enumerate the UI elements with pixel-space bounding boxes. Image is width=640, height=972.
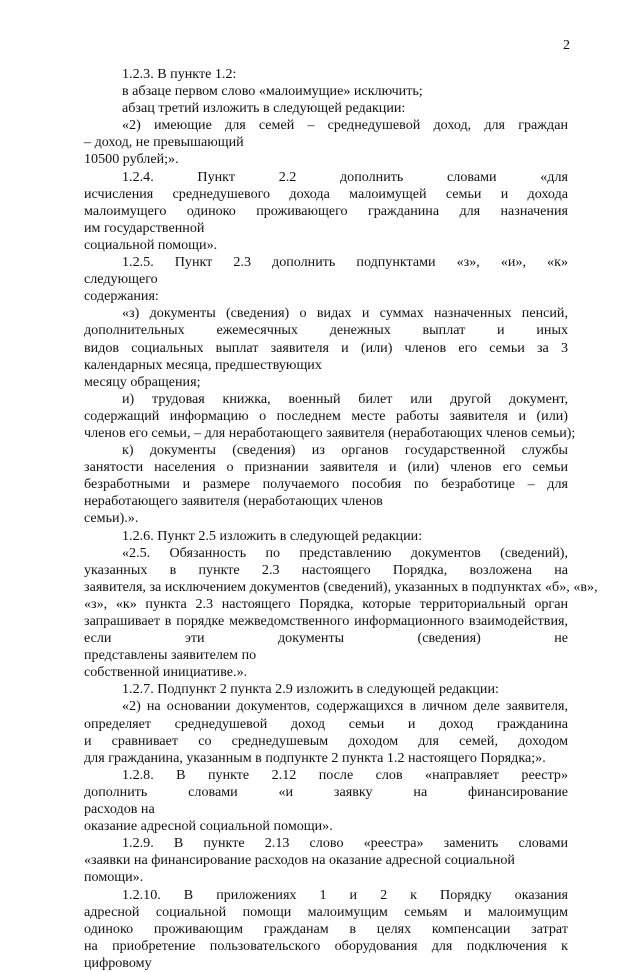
paragraph: 1.2.5. Пункт 2.3 дополнить подпунктами «з», «и», «к» следующего содержания: <box>84 254 568 305</box>
document-body <box>84 66 598 972</box>
paragraph: «2) на основании документов, содержащихся в личном деле заявителя, определяет среднедушевой доход семьи и доход гражданина и сравнивает со среднедушевым доходом для семей, доходом для гражданина, указанным в подпункте 2 пункта 1.2 настоящего Порядка;». <box>84 698 568 766</box>
paragraph: 1.2.6. Пункт 2.5 изложить в следующей редакции: <box>122 527 423 544</box>
paragraph: 1.2.7. Подпункт 2 пункта 2.9 изложить в следующей редакции: <box>122 681 499 698</box>
paragraph: 1.2.10. В приложениях 1 и 2 к Порядку оказания адресной социальной помощи малоимущим семьям и малоимущим одиноко проживающим гражданам в целях компенсации затрат на приобретение пользовательского оборудования для подключения к цифровому <box>84 886 568 971</box>
paragraph: 1.2.8. В пункте 2.12 после слов «направляет реестр» дополнить словами «и заявку на финансирование расходов на оказание адресной социальной помощи». <box>84 766 568 835</box>
paragraph: 1.2.3. В пункте 1.2: <box>122 66 237 82</box>
paragraph: абзац третий изложить в следующей редакции: <box>122 100 406 117</box>
paragraph: в абзаце первом слово «малоимущие» исключить; <box>122 83 423 100</box>
paragraph: 1.2.4. Пункт 2.2 дополнить словами «для исчисления среднедушевого дохода малоимущей семьи и дохода малоимущего одиноко проживающего гражданина для назначения им государственной социальной помощи». <box>84 168 568 253</box>
paragraph: «з) документы (сведения) о видах и суммах назначенных пенсий, дополнительных ежемесячных денежных выплат и иных видов социальных выплат заявителя и (или) членов его семьи за 3 календарных месяца, предшествующих месяцу обращения; <box>84 305 568 390</box>
paragraph: «2.5. Обязанность по представлению документов (сведений), указанных в пункте 2.3 настоящего Порядка, возложена на заявителя, за исключением документов (сведений), указанных в подпунктах «б», «в», «з», «к» пункта 2.3 настоящего Порядка, которые территориальный орган запрашивает в порядке межведомственного информационного взаимодействия, если эти документы (сведения) не представлены заявителем по собственной инициативе.». <box>84 544 598 681</box>
paragraph: 1.2.9. В пункте 2.13 слово «реестра» заменить словами «заявки на финансирование расходов на оказание адресной социальной помощи». <box>84 835 568 886</box>
paragraph: к) документы (сведения) из органов государственной службы занятости населения о признании заявителя и (или) членов его семьи безработными и размере получаемого пособия по безработице – для неработающего заявителя (неработающих членов семьи).». <box>84 442 568 527</box>
paragraph: «2) имеющие для семей – среднедушевой доход, для граждан – доход, не превышающий 10500 рублей;». <box>84 117 568 168</box>
paragraph: и) трудовая книжка, военный билет или другой документ, содержащий информацию о последнем месте работы заявителя и (или) членов его семьи, – для неработающего заявителя (неработающих членов семьи); <box>84 390 576 441</box>
page-number: 2 <box>563 38 570 53</box>
